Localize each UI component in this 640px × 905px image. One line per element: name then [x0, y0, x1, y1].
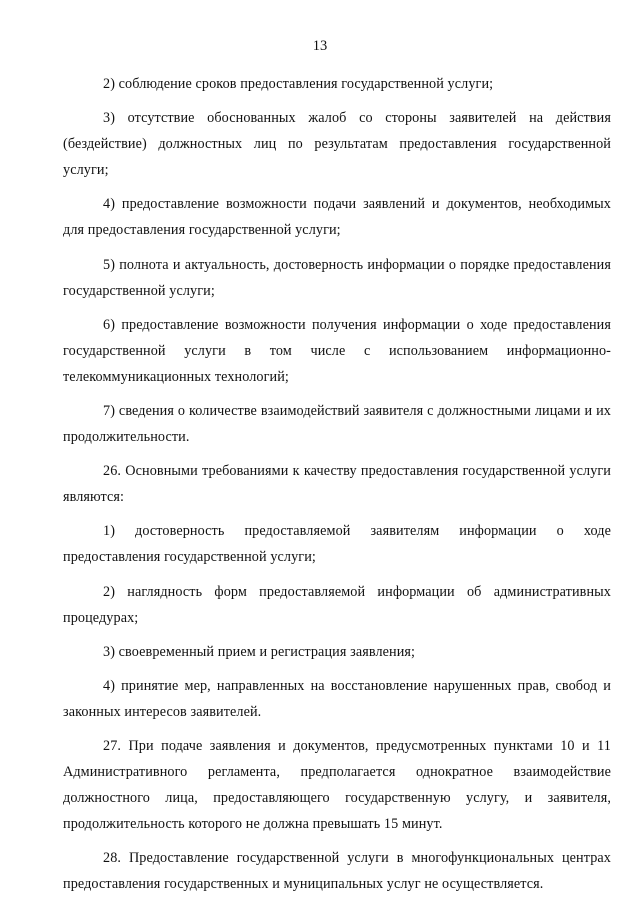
paragraph-requirement-3: 3) своевременный прием и регистрация заявления;: [103, 643, 416, 660]
paragraph-item-6: 6) предоставление возможности получения информации о ходе предоставления государственной услуги в том числе с использованием информационно-телекоммуникационных технологий;: [63, 316, 611, 385]
paragraph-item-5: 5) полнота и актуальность, достоверность информации о порядке предоставления государственной услуги;: [63, 256, 611, 299]
paragraph-item-3: 3) отсутствие обоснованных жалоб со стороны заявителей на действия (бездействие) должностных лиц по результатам предоставления государственной услуги;: [63, 110, 611, 179]
paragraph-item-7: 7) сведения о количестве взаимодействий заявителя с должностными лицами и их продолжительности.: [63, 402, 611, 445]
paragraph-clause-27: 27. При подаче заявления и документов, предусмотренных пунктами 10 и 11 Административного регламента, предполагается однократное взаимодействие должностного лица, предоставляющего государственную услугу, и заявителя, продолжительность которого не должна превышать 15 минут.: [63, 738, 611, 833]
paragraph-item-2: 2) соблюдение сроков предоставления государственной услуги;: [103, 76, 494, 92]
paragraph-requirement-4: 4) принятие мер, направленных на восстановление нарушенных прав, свобод и законных интересов заявителей.: [63, 677, 611, 720]
paragraph-requirement-1: 1) достоверность предоставляемой заявителям информации о ходе предоставления государственной услуги;: [63, 523, 611, 566]
paragraph-clause-26: 26. Основными требованиями к качеству предоставления государственной услуги являются:: [63, 463, 611, 506]
paragraph-item-4: 4) предоставление возможности подачи заявлений и документов, необходимых для предоставления государственной услуги;: [63, 196, 611, 239]
document-body: [63, 71, 611, 905]
page-number: 13: [312, 38, 328, 54]
paragraph-requirement-2: 2) наглядность форм предоставляемой информации об административных процедурах;: [63, 583, 611, 626]
paragraph-clause-28: 28. Предоставление государственной услуги в многофункциональных центрах предоставления государственных и муниципальных услуг не осуществляется.: [63, 850, 611, 893]
